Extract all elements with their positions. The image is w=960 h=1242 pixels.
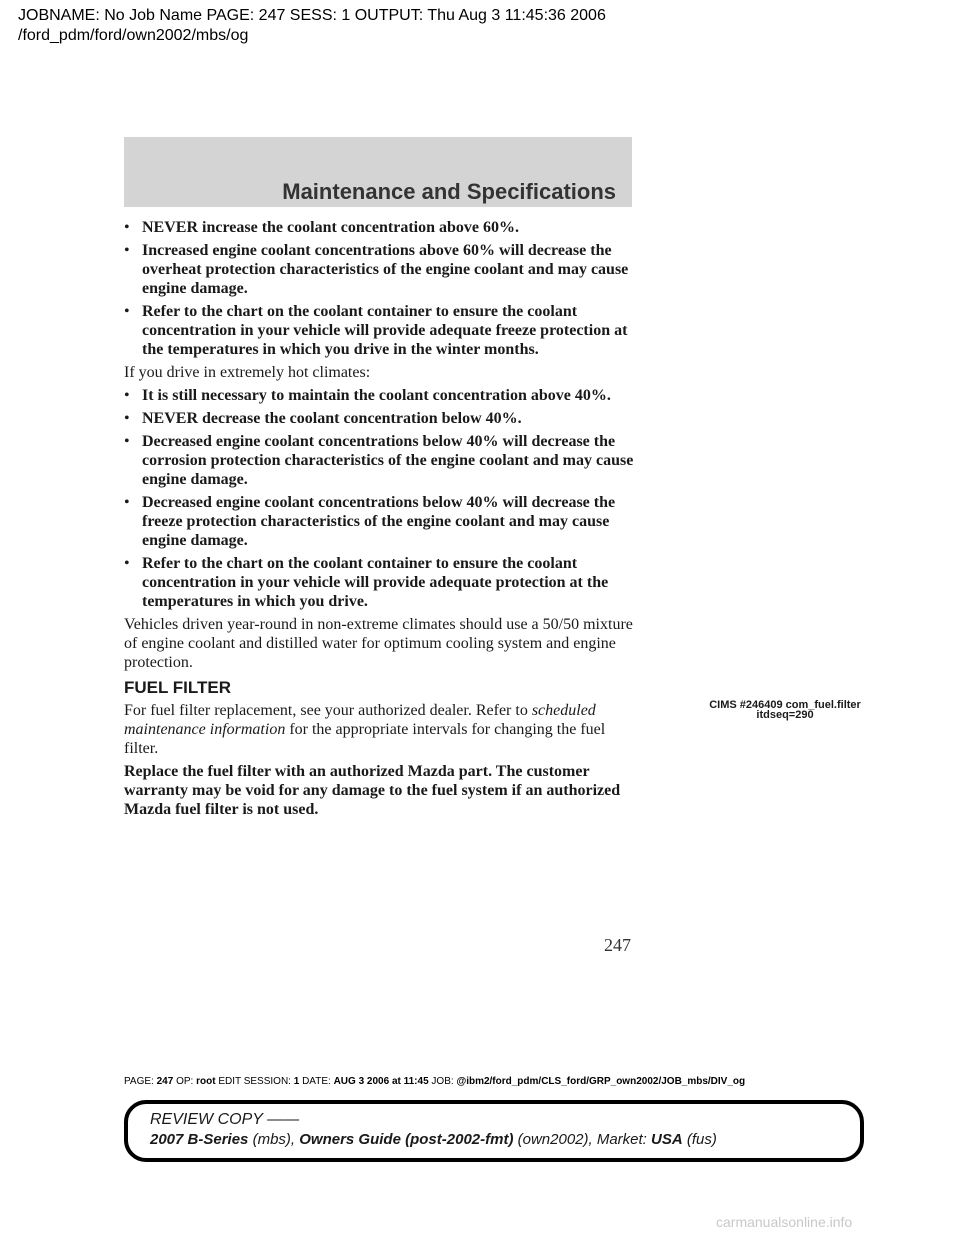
watermark: carmanualsonline.info	[716, 1214, 853, 1230]
bullet-item	[124, 386, 636, 405]
job-header-line2: /ford_pdm/ford/own2002/mbs/og	[18, 27, 249, 44]
date-label: DATE:	[302, 1076, 331, 1087]
review-model: 2007 B-Series	[150, 1131, 249, 1148]
review-copy-box	[124, 1100, 864, 1162]
job-label: JOB:	[431, 1076, 454, 1087]
review-sep1: ,	[290, 1131, 300, 1148]
op-label: OP:	[176, 1076, 194, 1087]
page-content	[124, 218, 636, 823]
bullet-text: Refer to the chart on the coolant container to ensure the coolant concentration in your vehicle will provide adequate freeze protection at the temperatures in which you drive in the winter months.	[142, 303, 628, 358]
cims-tag	[690, 700, 880, 720]
review-details	[150, 1130, 860, 1150]
bullet-text: Refer to the chart on the coolant container to ensure the coolant concentration in your vehicle will provide adequate protection at the temperatures in which you drive.	[142, 555, 609, 610]
op-value: root	[196, 1076, 216, 1087]
bullet-dot: •	[124, 219, 130, 236]
fuel-filter-paragraph	[124, 701, 636, 758]
date-value: AUG 3 2006 at 11:45	[333, 1076, 429, 1087]
fuel-filter-heading: FUEL FILTER	[124, 678, 232, 697]
hot-climate-intro: If you drive in extremely hot climates:	[124, 364, 371, 381]
bullet-dot: •	[124, 242, 130, 259]
job-header	[18, 6, 606, 46]
session-value: 1	[293, 1076, 300, 1087]
bullet-text: NEVER decrease the coolant concentration below 40%.	[142, 410, 522, 427]
bullet-dot: •	[124, 387, 130, 404]
page-number: 247	[604, 935, 631, 955]
bullet-dot: •	[124, 303, 130, 320]
page-value: 247	[156, 1076, 174, 1087]
review-sep2: , Market:	[588, 1131, 652, 1148]
review-market: USA	[651, 1131, 683, 1148]
bullet-item	[124, 218, 636, 237]
review-model-code: (mbs)	[248, 1131, 291, 1148]
page-info-footer	[124, 1076, 745, 1087]
bullet-dot: •	[124, 494, 130, 511]
bullet-item	[124, 432, 636, 489]
review-guide: Owners Guide (post-2002-fmt)	[299, 1131, 514, 1148]
bullet-item	[124, 409, 636, 428]
bullet-text: NEVER increase the coolant concentration above 60%.	[142, 219, 519, 236]
review-guide-code: (own2002)	[513, 1131, 589, 1148]
bullet-dot: •	[124, 433, 130, 450]
job-header-line1: JOBNAME: No Job Name PAGE: 247 SESS: 1 OUTPUT: Thu Aug 3 11:45:36 2006	[18, 7, 606, 24]
bullet-item	[124, 493, 636, 550]
bullet-text: It is still necessary to maintain the coolant concentration above 40%.	[142, 387, 611, 404]
bullet-dot: •	[124, 555, 130, 572]
bullet-item	[124, 554, 636, 611]
review-copy-label: REVIEW COPY ——	[150, 1111, 300, 1128]
section-header-band	[124, 137, 632, 207]
cims-line2: itdseq=290	[756, 709, 814, 721]
review-market-code: (fus)	[682, 1131, 717, 1148]
cims-line1: CIMS #246409 com_fuel.filter	[709, 699, 861, 711]
page-label: PAGE:	[124, 1076, 154, 1087]
fuel-filter-text-start: For fuel filter replacement, see your authorized dealer. Refer to	[124, 702, 532, 719]
fuel-filter-text-end: for the appropriate intervals for changing the fuel filter.	[124, 721, 606, 757]
bullet-text: Decreased engine coolant concentrations below 40% will decrease the freeze protection characteristics of the engine coolant and may cause engine damage.	[142, 494, 616, 549]
bullet-item	[124, 302, 636, 359]
bullet-text: Decreased engine coolant concentrations below 40% will decrease the corrosion protection characteristics of the engine coolant and may cause engine damage.	[142, 433, 634, 488]
bullet-dot: •	[124, 410, 130, 427]
fuel-filter-warning: Replace the fuel filter with an authorized Mazda part. The customer warranty may be void for any damage to the fuel system if an authorized Mazda fuel filter is not used.	[124, 763, 621, 818]
session-label: EDIT SESSION:	[218, 1076, 291, 1087]
bullet-item	[124, 241, 636, 298]
section-title: Maintenance and Specifications	[282, 179, 616, 204]
scheduled-maintenance-reference: scheduled maintenance information	[124, 702, 596, 738]
non-extreme-paragraph: Vehicles driven year-round in non-extreme climates should use a 50/50 mixture of engine coolant and distilled water for optimum cooling system and engine protection.	[124, 616, 633, 671]
job-value: @ibm2/ford_pdm/CLS_ford/GRP_own2002/JOB_mbs/DIV_og	[456, 1076, 746, 1087]
bullet-text: Increased engine coolant concentrations above 60% will decrease the overheat protection characteristics of the engine coolant and may cause engine damage.	[142, 242, 629, 297]
